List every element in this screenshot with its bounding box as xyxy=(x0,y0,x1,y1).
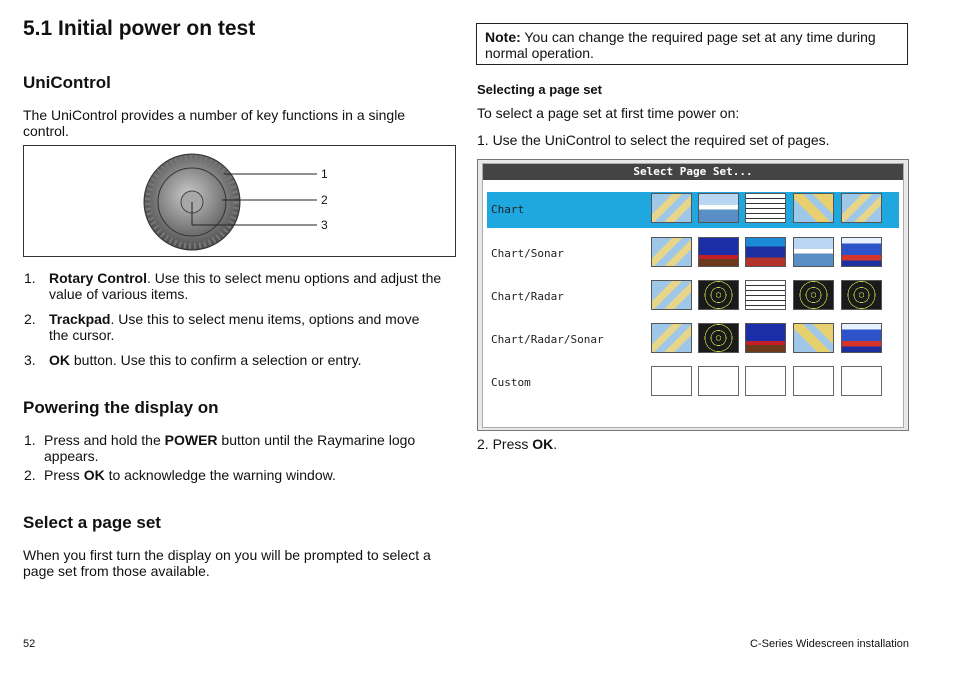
step-number: 2. xyxy=(24,467,36,483)
unicontrol-intro-line2: control. xyxy=(23,123,69,139)
list-item xyxy=(49,311,459,343)
empty-page-slot[interactable] xyxy=(841,366,882,396)
unicontrol-figure xyxy=(23,145,456,257)
step-text: Press and hold the xyxy=(44,432,165,448)
step-text: to acknowledge the warning window. xyxy=(104,467,336,483)
list-item-term: Rotary Control xyxy=(49,270,147,286)
list-item-term: Trackpad xyxy=(49,311,111,327)
radar-thumbnail xyxy=(698,280,739,310)
page-set-label: Chart xyxy=(491,203,525,216)
ok-key: OK xyxy=(532,436,554,452)
page-set-row-custom[interactable] xyxy=(487,365,899,401)
page-set-row-chart-radar[interactable] xyxy=(487,279,899,315)
empty-page-slot[interactable] xyxy=(651,366,692,396)
document-title: C-Series Widescreen installation xyxy=(750,638,909,650)
page-set-row-chart-radar-sonar[interactable] xyxy=(487,322,899,358)
unicontrol-intro-line1: The UniControl provides a number of key functions in a single xyxy=(23,107,406,123)
chart-thumbnail xyxy=(651,280,692,310)
step-text: Press xyxy=(44,467,84,483)
step-text: appears. xyxy=(44,448,99,464)
list-item-number: 3. xyxy=(24,352,36,368)
callout-2: 2 xyxy=(321,193,328,207)
step-text: 2. Press xyxy=(477,436,533,452)
note-text xyxy=(485,29,895,61)
powering-heading: Powering the display on xyxy=(23,398,219,417)
list-item-text: . Use this to select menu options and adjust the xyxy=(147,270,442,286)
list-item-text: the cursor. xyxy=(49,327,115,343)
note-line: normal operation. xyxy=(485,45,594,61)
empty-page-slot[interactable] xyxy=(698,366,739,396)
chart-thumbnail xyxy=(841,193,882,223)
screen-panel xyxy=(482,163,904,428)
ok-key: OK xyxy=(83,467,105,483)
chart-3d-thumbnail xyxy=(793,237,834,267)
select-text-line2: page set from those available. xyxy=(23,563,210,579)
data-thumbnail xyxy=(745,280,786,310)
note-box xyxy=(476,23,908,65)
list-item-number: 1. xyxy=(24,270,36,286)
empty-page-slot[interactable] xyxy=(745,366,786,396)
select-page-set-screen xyxy=(477,159,909,431)
step-number: 1. xyxy=(24,432,36,448)
selecting-page-set-heading: Selecting a page set xyxy=(477,82,602,97)
unicontrol-heading: UniControl xyxy=(23,73,111,92)
radar-thumbnail xyxy=(841,280,882,310)
chart-thumbnail xyxy=(651,323,692,353)
selecting-step-1: 1. Use the UniControl to select the required set of pages. xyxy=(477,132,830,148)
list-item-text: value of various items. xyxy=(49,286,189,302)
chart-thumbnail xyxy=(793,323,834,353)
radar-thumbnail xyxy=(793,280,834,310)
select-text-line1: When you first turn the display on you will be prompted to select a xyxy=(23,547,431,563)
power-step-1 xyxy=(44,432,454,464)
list-item-number: 2. xyxy=(24,311,36,327)
page-set-row-chart-sonar[interactable] xyxy=(487,236,899,272)
select-page-set-heading: Select a page set xyxy=(23,513,161,532)
sonar-thumbnail xyxy=(745,323,786,353)
page-set-row-chart[interactable] xyxy=(487,192,899,228)
note-line: You can change the required page set at any time during xyxy=(520,29,876,45)
note-label: Note: xyxy=(485,29,521,45)
page-title: 5.1 Initial power on test xyxy=(23,17,256,40)
callout-1: 1 xyxy=(321,167,328,181)
list-item xyxy=(49,352,459,368)
data-thumbnail xyxy=(745,193,786,223)
screen-title: Select Page Set... xyxy=(483,164,903,180)
unicontrol-dial-illustration xyxy=(24,146,455,256)
empty-page-slot[interactable] xyxy=(793,366,834,396)
chart-thumbnail xyxy=(651,237,692,267)
list-item-text: button. Use this to confirm a selection or entry. xyxy=(70,352,362,368)
page-set-label: Chart/Sonar xyxy=(491,247,564,260)
list-item xyxy=(49,270,459,302)
selecting-step-2 xyxy=(477,436,557,452)
selecting-intro: To select a page set at first time power on: xyxy=(477,105,740,121)
radar-thumbnail xyxy=(698,323,739,353)
chart-thumbnail xyxy=(793,193,834,223)
sonar-thumbnail xyxy=(698,237,739,267)
list-item-term: OK xyxy=(49,352,70,368)
sonar-thumbnail xyxy=(841,237,882,267)
chart-3d-thumbnail xyxy=(698,193,739,223)
power-key: POWER xyxy=(164,432,218,448)
power-step-2 xyxy=(44,467,454,483)
sonar-thumbnail xyxy=(841,323,882,353)
page-number: 52 xyxy=(23,638,36,650)
page-set-label: Custom xyxy=(491,376,531,389)
step-text: . xyxy=(553,436,558,452)
page-set-label: Chart/Radar xyxy=(491,290,564,303)
sonar-thumbnail xyxy=(745,237,786,267)
list-item-text: . Use this to select menu items, options and move xyxy=(110,311,420,327)
callout-3: 3 xyxy=(321,218,328,232)
step-text: button until the Raymarine logo xyxy=(217,432,416,448)
page-set-label: Chart/Radar/Sonar xyxy=(491,333,604,346)
chart-thumbnail xyxy=(651,193,692,223)
